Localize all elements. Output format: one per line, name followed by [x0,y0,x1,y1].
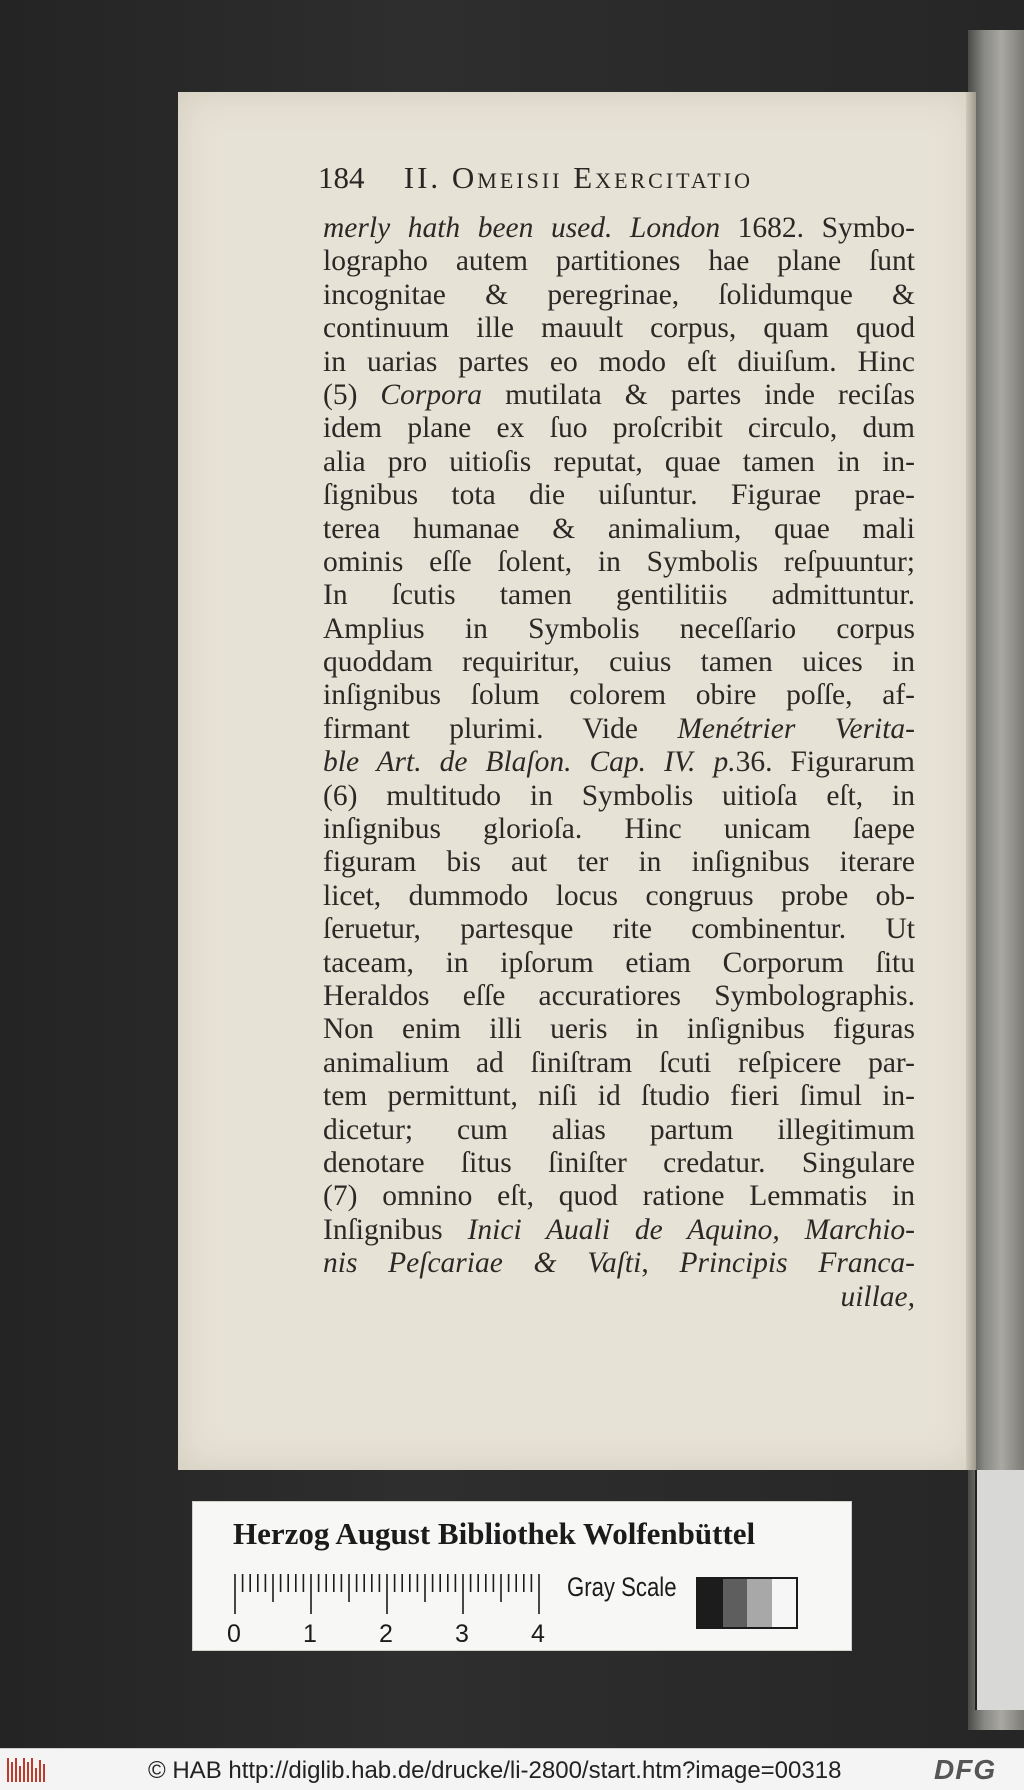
grayscale-chip [772,1579,797,1627]
italic-text: Menétrier Verita- [677,712,916,745]
library-name: Herzog August Bibliothek Wolfenbüttel [233,1516,756,1551]
text-line [323,1080,915,1113]
ruler-number: 3 [455,1620,469,1648]
roman-text: figuram bis aut ter in inſignibus iterare [323,846,915,879]
italic-text: nis Peſcariae & Vaſti [323,1247,642,1280]
running-head [318,160,918,200]
roman-text: dicetur; cum alias partum illegitimum [323,1113,915,1146]
roman-text: quoddam requiritur, cuius tamen uices in [323,646,915,679]
text-line [323,1047,915,1080]
roman-text: alia pro uitioſis reputat, quae tamen in in- [323,445,915,478]
text-line [323,479,915,512]
ruler-number: 0 [227,1620,241,1648]
text-line [323,813,915,846]
roman-text: lographo autem partitiones hae plane ſunt [323,245,915,278]
roman-text: continuum ille mauult corpus, quam quod [323,312,915,345]
grayscale-chip [698,1579,723,1627]
ruler-scale [233,1572,543,1616]
roman-text: idem plane ex ſuo proſcribit circulo, dum [323,412,915,445]
ruler-number: 2 [379,1620,393,1648]
text-line [323,513,915,546]
text-line [323,279,915,312]
text-line [323,379,915,412]
text-line [323,780,915,813]
text-line [323,913,915,946]
dfg-logo: DFG [934,1754,997,1785]
ruler-numbers [227,1620,557,1648]
text-line [323,1180,915,1213]
body-text [323,212,915,1314]
running-head-title: II. Omeisii Exercitatio [403,160,753,195]
text-line [323,446,915,479]
grayscale-label: Gray Scale [567,1572,677,1602]
roman-text: denotare ſitus ſiniſter credatur. Singulare [323,1146,915,1179]
roman-text: Heraldos eſſe accuratiores Symbolographis. [323,979,915,1012]
roman-text: animalium ad ſiniſtram ſcuti reſpicere par- [323,1046,915,1079]
roman-text: licet, dummodo locus congruus probe ob- [323,879,915,912]
roman-text: incognitae & peregrinae, ſolidumque & [323,278,915,311]
catchword: uillae, [840,1280,915,1313]
text-line [323,746,915,779]
text-line [323,245,915,278]
roman-text: tem permittunt, niſi id ſtudio fieri ſimul in- [323,1080,915,1113]
roman-text: Amplius in Symbolis neceſſario corpus [323,612,915,645]
grayscale-chart [696,1577,798,1629]
roman-text: terea humanae & animalium, quae mali [323,512,915,545]
footer-credit-link[interactable]: © HAB http://diglib.hab.de/drucke/li-2800/start.htm?image=00318 [148,1757,842,1784]
italic-text: Inici Auali de Aquino, Marchio- [467,1213,915,1246]
roman-text: taceam, in ipſorum etiam Corporum ſitu [323,946,915,979]
text-line [323,1013,915,1046]
roman-text: mutilata & partes inde reciſas [482,378,915,411]
roman-text: inſignibus glorioſa. Hinc unicam ſaepe [323,813,915,846]
text-line [323,1114,915,1147]
roman-text: Inſignibus [323,1213,468,1246]
text-line [323,212,915,245]
text-line [323,546,915,579]
text-line [323,613,915,646]
ruler-number: 4 [531,1620,545,1648]
text-line [323,346,915,379]
text-line [323,646,915,679]
roman-text: , [641,1247,680,1280]
grayscale-chip [723,1579,748,1627]
roman-text: in uarias partes eo modo eſt diuiſum. Hinc [323,345,915,378]
italic-text: ble Art. de Blaſon. Cap. IV. p. [323,746,736,779]
text-line [323,1247,915,1280]
roman-text: In ſcutis tamen gentilitiis admittuntur. [323,579,915,612]
text-line [323,713,915,746]
roman-text: (5) [323,378,381,411]
italic-text: Corpora [380,378,483,411]
roman-text: Non enim illi ueris in inſignibus figuras [323,1013,915,1046]
library-label-card [192,1501,852,1651]
roman-text: inſignibus ſolum colorem obire poſſe, af- [323,679,915,712]
text-line [323,412,915,445]
text-line [323,312,915,345]
text-line [323,679,915,712]
roman-text: (6) multitudo in Symbolis uitioſa eſt, in [323,779,915,812]
text-line [323,846,915,879]
hab-barcode-logo-icon [6,1756,46,1784]
roman-text: 1682. Symbo- [720,212,915,244]
adjacent-label-edge [975,1470,1024,1710]
page-edge-shadow [966,92,976,1470]
roman-text: 36. Figurarum [735,746,915,779]
roman-text: ſeruetur, partesque rite combinentur. Ut [323,913,915,946]
text-line [323,980,915,1013]
text-line [323,947,915,980]
page-number: 184 [318,160,365,195]
text-line [323,1147,915,1180]
grayscale-chip [747,1579,772,1627]
italic-text: Principis Franca- [679,1247,915,1280]
roman-text: ominis eſſe ſolent, in Symbolis reſpuuntur; [323,545,915,578]
roman-text: firmant plurimi. Vide [323,712,678,745]
italic-text: merly hath been used. London [323,212,721,244]
text-line [323,579,915,612]
text-line [323,1214,915,1247]
footer-bar [0,1748,1024,1790]
ruler-number: 1 [303,1620,317,1648]
roman-text: (7) omnino eſt, quod ratione Lemmatis in [323,1180,915,1213]
text-line [323,880,915,913]
roman-text: ſignibus tota die uiſuntur. Figurae prae- [323,479,915,512]
